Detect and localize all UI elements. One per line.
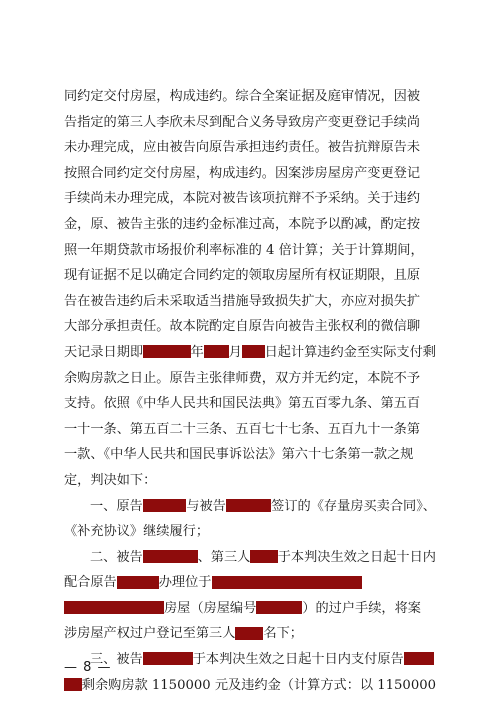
- text-segment: 二、被告: [90, 549, 143, 565]
- redaction-block: [226, 499, 271, 512]
- text-line: 定，判决如下：: [64, 472, 157, 488]
- text-line: 未办理完成，应由被告向原告承担违约责任。被告抗辩原告未: [64, 140, 421, 156]
- text-line: [64, 673, 436, 699]
- text-segment: 、第三人: [197, 549, 251, 565]
- text-line: 告在被告违约后未采取适当措施导致损失扩大，亦应对损失扩: [64, 293, 421, 309]
- text-segment: 三、被告: [90, 652, 143, 668]
- redaction-block: [64, 678, 82, 691]
- redaction-block: [242, 345, 265, 358]
- redaction-block: [204, 345, 229, 358]
- text-segment: 于本判决生效之日起十日内: [277, 549, 436, 565]
- text-line: [64, 596, 436, 622]
- text-segment: 月: [228, 344, 242, 360]
- text-line: 支持。依照《中华人民共和国民法典》第五百零九条、第五百: [64, 396, 421, 412]
- text-segment: 房屋（房屋编号: [164, 600, 257, 616]
- judgment-item-1: [64, 494, 436, 520]
- redaction-block: [256, 601, 302, 614]
- redaction-block: [212, 576, 362, 589]
- text-segment: 与被告: [186, 498, 226, 514]
- text-line: 大部分承担责任。故本院酌定自原告向被告主张权利的微信聊: [64, 319, 421, 335]
- text-line: 同约定交付房屋，构成违约。综合全案证据及庭审情况，因被: [64, 89, 421, 104]
- text-line: 告指定的第三人李欣未尽到配合义务导致房产变更登记手续尚: [64, 114, 421, 130]
- text-segment: ）的过户手续，将案: [302, 600, 421, 616]
- text-line: [64, 340, 436, 366]
- text-line: 一十一条、第五百二十三条、五百七十七条、五百九十一条第: [64, 421, 421, 437]
- text-line: 金，原、被告主张的违约金标准过高，本院予以酌减，酌定按: [64, 216, 421, 232]
- redaction-block: [250, 550, 277, 563]
- text-line: [64, 621, 436, 647]
- text-segment: 一、原告: [90, 498, 143, 514]
- text-segment: 签订的《存量房买卖合同》、: [271, 498, 436, 514]
- judgment-item-3: [64, 647, 436, 673]
- text-line: 按照合同约定交付房屋，构成违约。因案涉房屋房产变更登记: [64, 165, 421, 181]
- judgment-item-2: [64, 545, 436, 571]
- text-line: 一款、《中华人民共和国民事诉讼法》第六十七条第一款之规: [64, 447, 414, 463]
- redaction-block: [143, 499, 187, 512]
- page-number: — 8 —: [64, 660, 112, 675]
- text-line: 照一年期贷款市场报价利率标准的 4 倍计算；关于计算期间，: [64, 242, 424, 258]
- redaction-block: [117, 576, 159, 589]
- judgment-text: [64, 84, 436, 698]
- text-segment: 年: [190, 344, 204, 360]
- redaction-block: [143, 550, 198, 563]
- text-segment: 天记录日期即: [64, 344, 144, 360]
- text-segment: 办理位于: [158, 575, 212, 591]
- redaction-block: [235, 627, 263, 640]
- text-line: [64, 570, 436, 596]
- text-segment: 名下；: [263, 626, 303, 642]
- text-line: 手续尚未办理完成，本院对被告该项抗辩不予采纳。关于违约: [64, 191, 421, 207]
- text-line: 《补充协议》继续履行；: [64, 524, 210, 540]
- redaction-block: [404, 652, 434, 665]
- text-line: 现有证据不足以确定合同约定的领取房屋所有权证期限，且原: [64, 268, 421, 284]
- text-segment: 日起计算违约金至实际支付剩: [264, 344, 436, 360]
- redaction-block: [64, 601, 164, 614]
- redaction-block: [143, 345, 191, 358]
- text-segment: 于本判决生效之日起十日内支付原告: [192, 652, 404, 668]
- redaction-block: [143, 652, 193, 665]
- text-segment: 涉房屋产权过户登记至第三人: [64, 626, 236, 642]
- text-segment: 配合原告: [64, 575, 117, 591]
- text-segment: 剩余购房款 1150000 元及违约金（计算方式：以 1150000: [81, 677, 436, 693]
- text-line: 余购房款之日止。原告主张律师费，双方并无约定，本院不予: [64, 370, 421, 386]
